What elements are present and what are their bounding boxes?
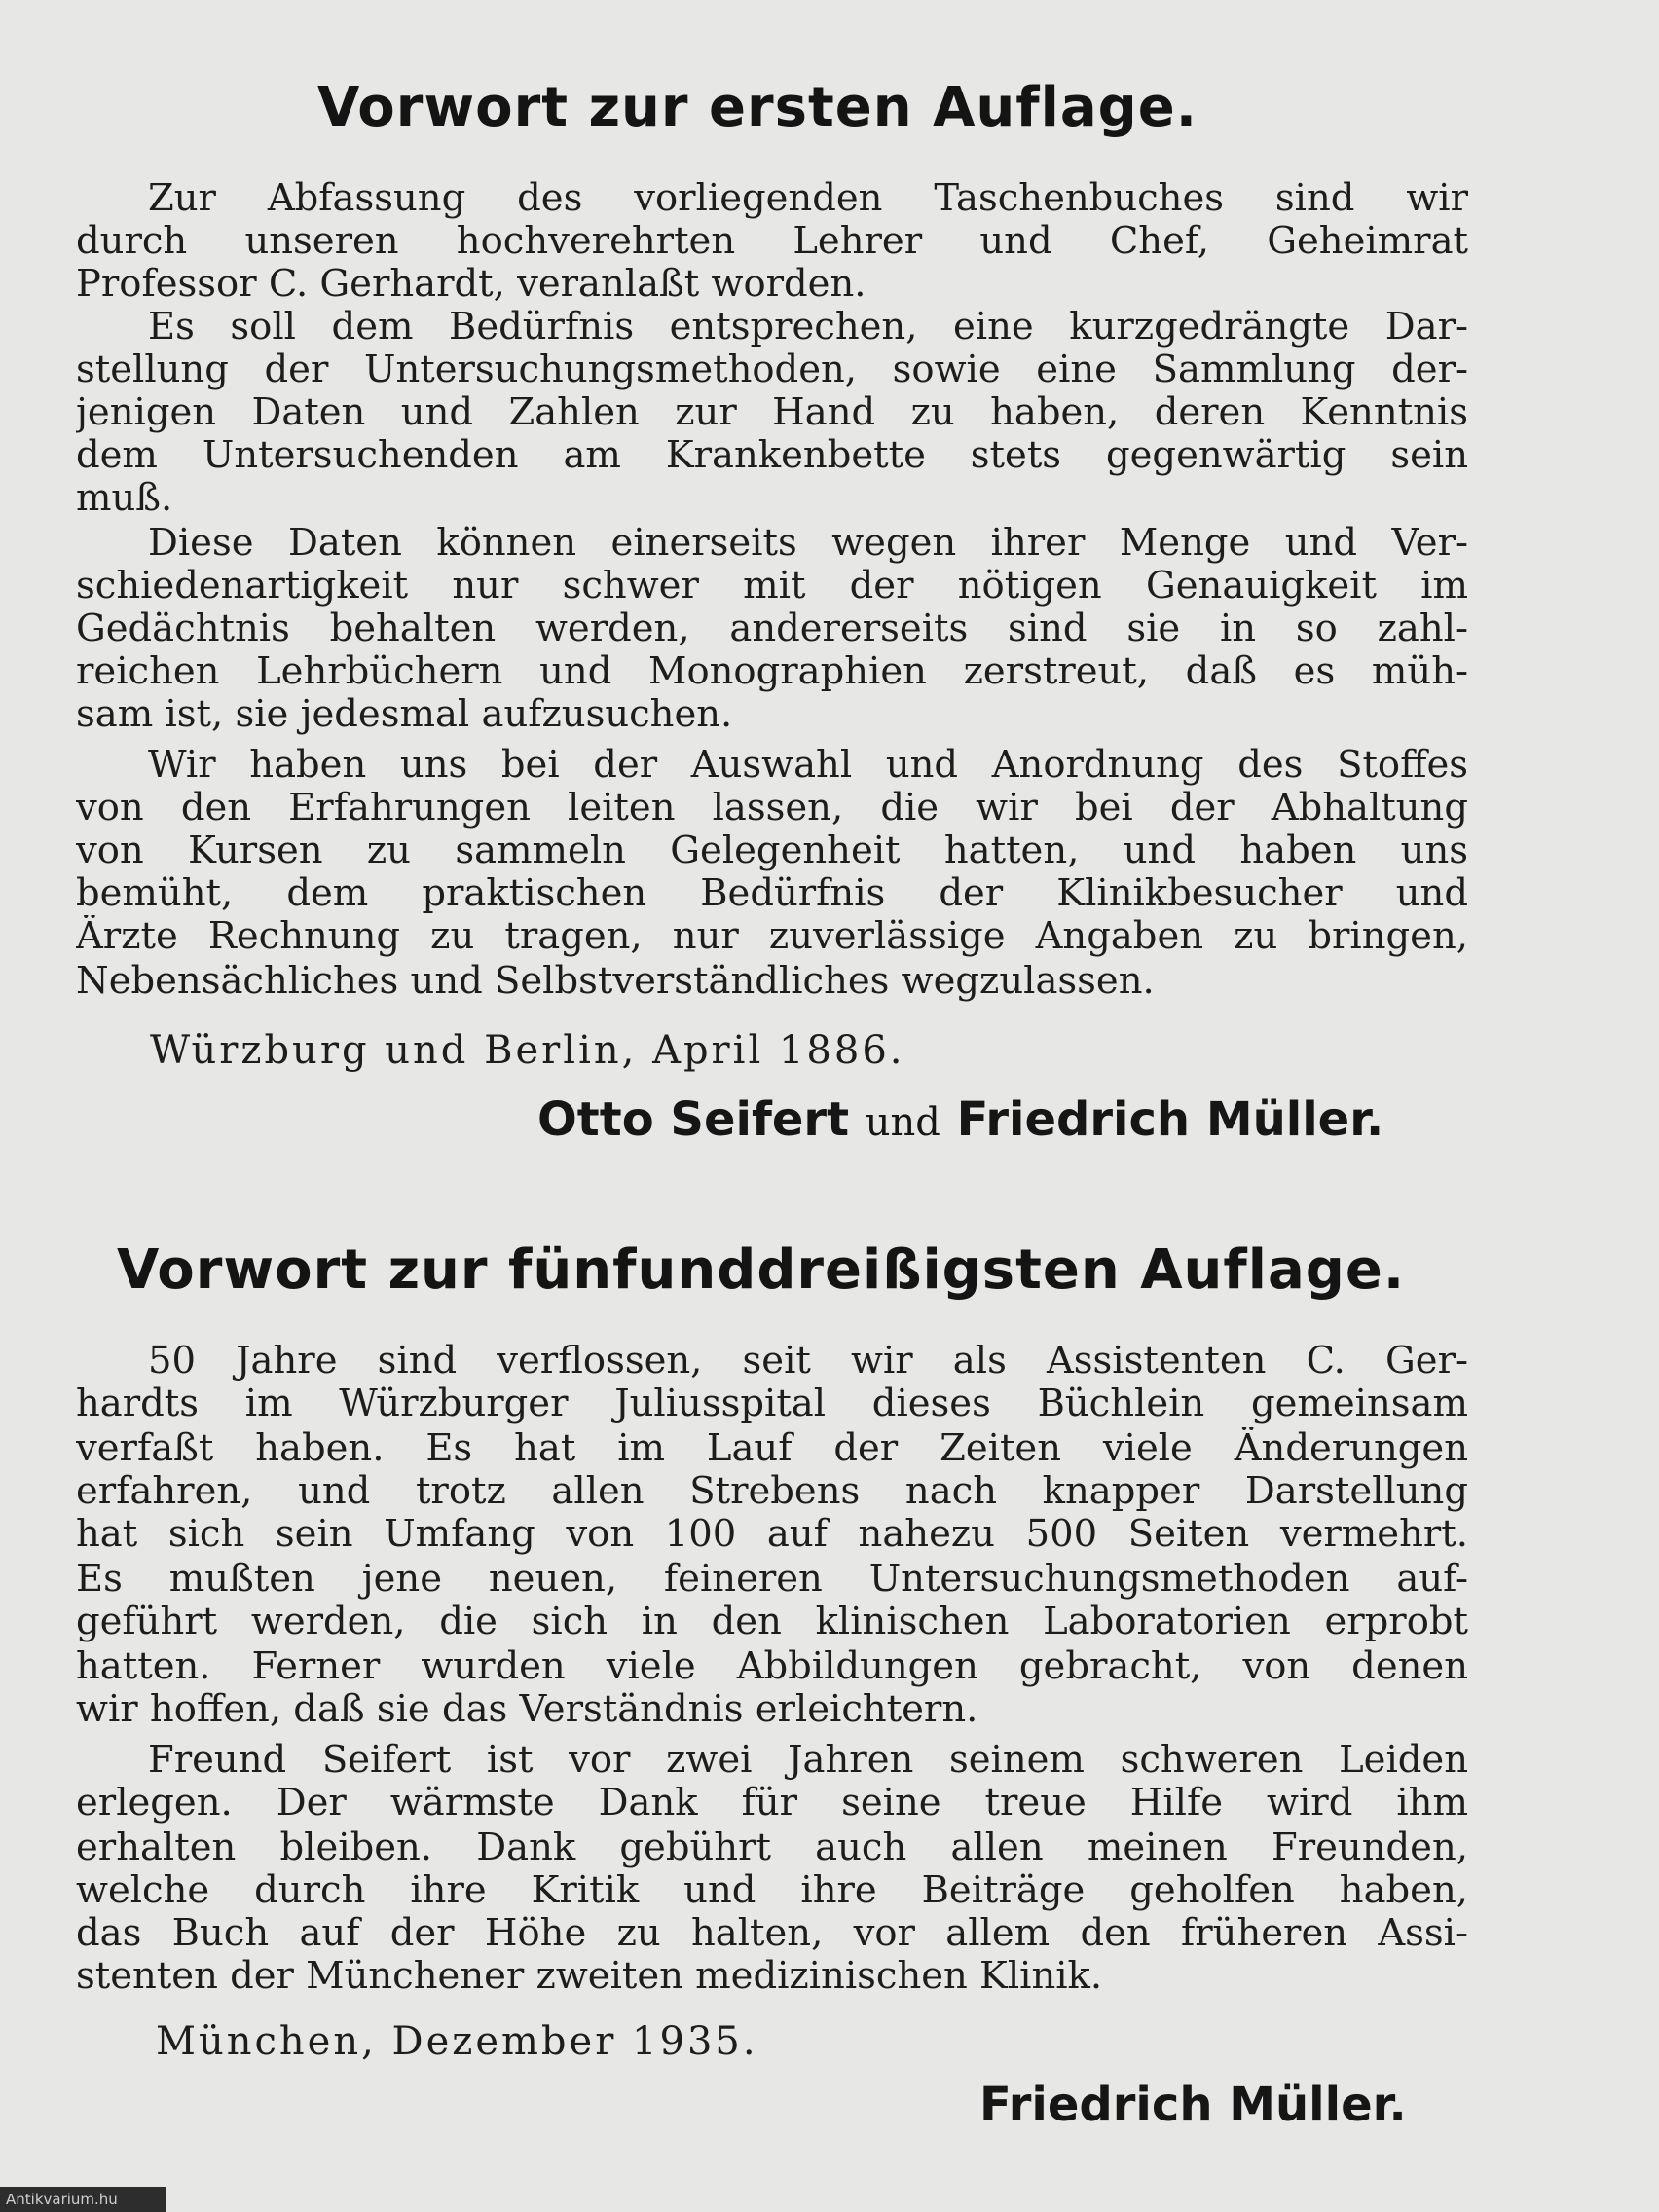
text-line: 50 Jahre sind verflossen, seit wir als Assistenten C. Ger- <box>148 1340 1468 1382</box>
watermark-text: Antikvarium.hu <box>6 2191 118 2208</box>
text-line: Ärzte Rechnung zu tragen, nur zuverlässige Angaben zu bringen, <box>76 915 1468 958</box>
text-line: von den Erfahrungen leiten lassen, die wir bei der Abhaltung <box>76 787 1468 830</box>
text-line: Nebensächliches und Selbstverständliches wegzulassen. <box>76 960 1155 1003</box>
text-line: sam ist, sie jedesmal aufzusuchen. <box>76 693 733 736</box>
text-line: das Buch auf der Höhe zu halten, vor allem den früheren Assi- <box>76 1912 1468 1955</box>
text-line: Wir haben uns bei der Auswahl und Anordnung des Stoffes <box>148 744 1468 787</box>
author-name: Otto Seifert <box>537 1092 850 1147</box>
text-line: Zur Abfassung des vorliegenden Taschenbuches sind wir <box>148 177 1468 220</box>
text-line: jenigen Daten und Zahlen zur Hand zu haben, deren Kenntnis <box>76 391 1468 434</box>
text-line: wir hoffen, daß sie das Verständnis erleichtern. <box>76 1688 978 1731</box>
conjunction: und <box>865 1100 940 1145</box>
text-line: Gedächtnis behalten werden, andererseits sind sie in so zahl- <box>76 608 1468 650</box>
text-line: hatten. Ferner wurden viele Abbildungen gebracht, von denen <box>76 1645 1468 1688</box>
text-line: Freund Seifert ist vor zwei Jahren seinem schweren Leiden <box>148 1739 1468 1782</box>
text-line: schiedenartigkeit nur schwer mit der nötigen Genauigkeit im <box>76 565 1468 608</box>
author-name: Friedrich Müller. <box>956 1092 1384 1147</box>
section2-signature: Friedrich Müller. <box>979 2078 1407 2132</box>
text-line: dem Untersuchenden am Krankenbette stets gegenwärtig sein <box>76 434 1468 477</box>
section1-place-date: Würzburg und Berlin, April 1886. <box>150 1028 905 1073</box>
text-line: erhalten bleiben. Dank gebührt auch allen meinen Freunden, <box>76 1826 1468 1869</box>
text-line: Diese Daten können einerseits wegen ihrer Menge und Ver- <box>148 522 1468 565</box>
section1-heading: Vorwort zur ersten Auflage. <box>317 76 1198 139</box>
text-line: geführt werden, die sich in den klinischen Laboratorien erprobt <box>76 1601 1468 1643</box>
text-line: Es soll dem Bedürfnis entsprechen, eine kurzgedrängte Dar- <box>148 306 1468 349</box>
text-line: erlegen. Der wärmste Dank für seine treue Hilfe wird ihm <box>76 1782 1468 1825</box>
text-line: reichen Lehrbüchern und Monographien zerstreut, daß es müh- <box>76 650 1468 693</box>
text-line: stenten der Münchener zweiten medizinischen Klinik. <box>76 1955 1103 1998</box>
text-line: bemüht, dem praktischen Bedürfnis der Klinikbesucher und <box>76 872 1468 915</box>
text-line: hardts im Würzburger Juliusspital dieses Büchlein gemeinsam <box>76 1382 1468 1425</box>
section1-signature <box>537 1092 1383 1147</box>
text-line: muß. <box>76 477 173 520</box>
section2-place-date: München, Dezember 1935. <box>156 2019 758 2064</box>
text-line: von Kursen zu sammeln Gelegenheit hatten, und haben uns <box>76 830 1468 872</box>
watermark-bar <box>0 2187 166 2212</box>
text-line: Professor C. Gerhardt, veranlaßt worden. <box>76 263 866 306</box>
text-line: durch unseren hochverehrten Lehrer und Chef, Geheimrat <box>76 220 1468 263</box>
text-line: stellung der Untersuchungsmethoden, sowie eine Sammlung der- <box>76 349 1468 391</box>
section2-heading: Vorwort zur fünfunddreißigsten Auflage. <box>117 1238 1406 1302</box>
text-line: verfaßt haben. Es hat im Lauf der Zeiten viele Änderungen <box>76 1427 1468 1470</box>
text-line: welche durch ihre Kritik und ihre Beiträge geholfen haben, <box>76 1869 1468 1912</box>
text-line: erfahren, und trotz allen Strebens nach knapper Darstellung <box>76 1470 1468 1513</box>
text-line: hat sich sein Umfang von 100 auf nahezu 500 Seiten vermehrt. <box>76 1513 1468 1556</box>
text-line: Es mußten jene neuen, feineren Untersuchungsmethoden auf- <box>76 1558 1468 1601</box>
